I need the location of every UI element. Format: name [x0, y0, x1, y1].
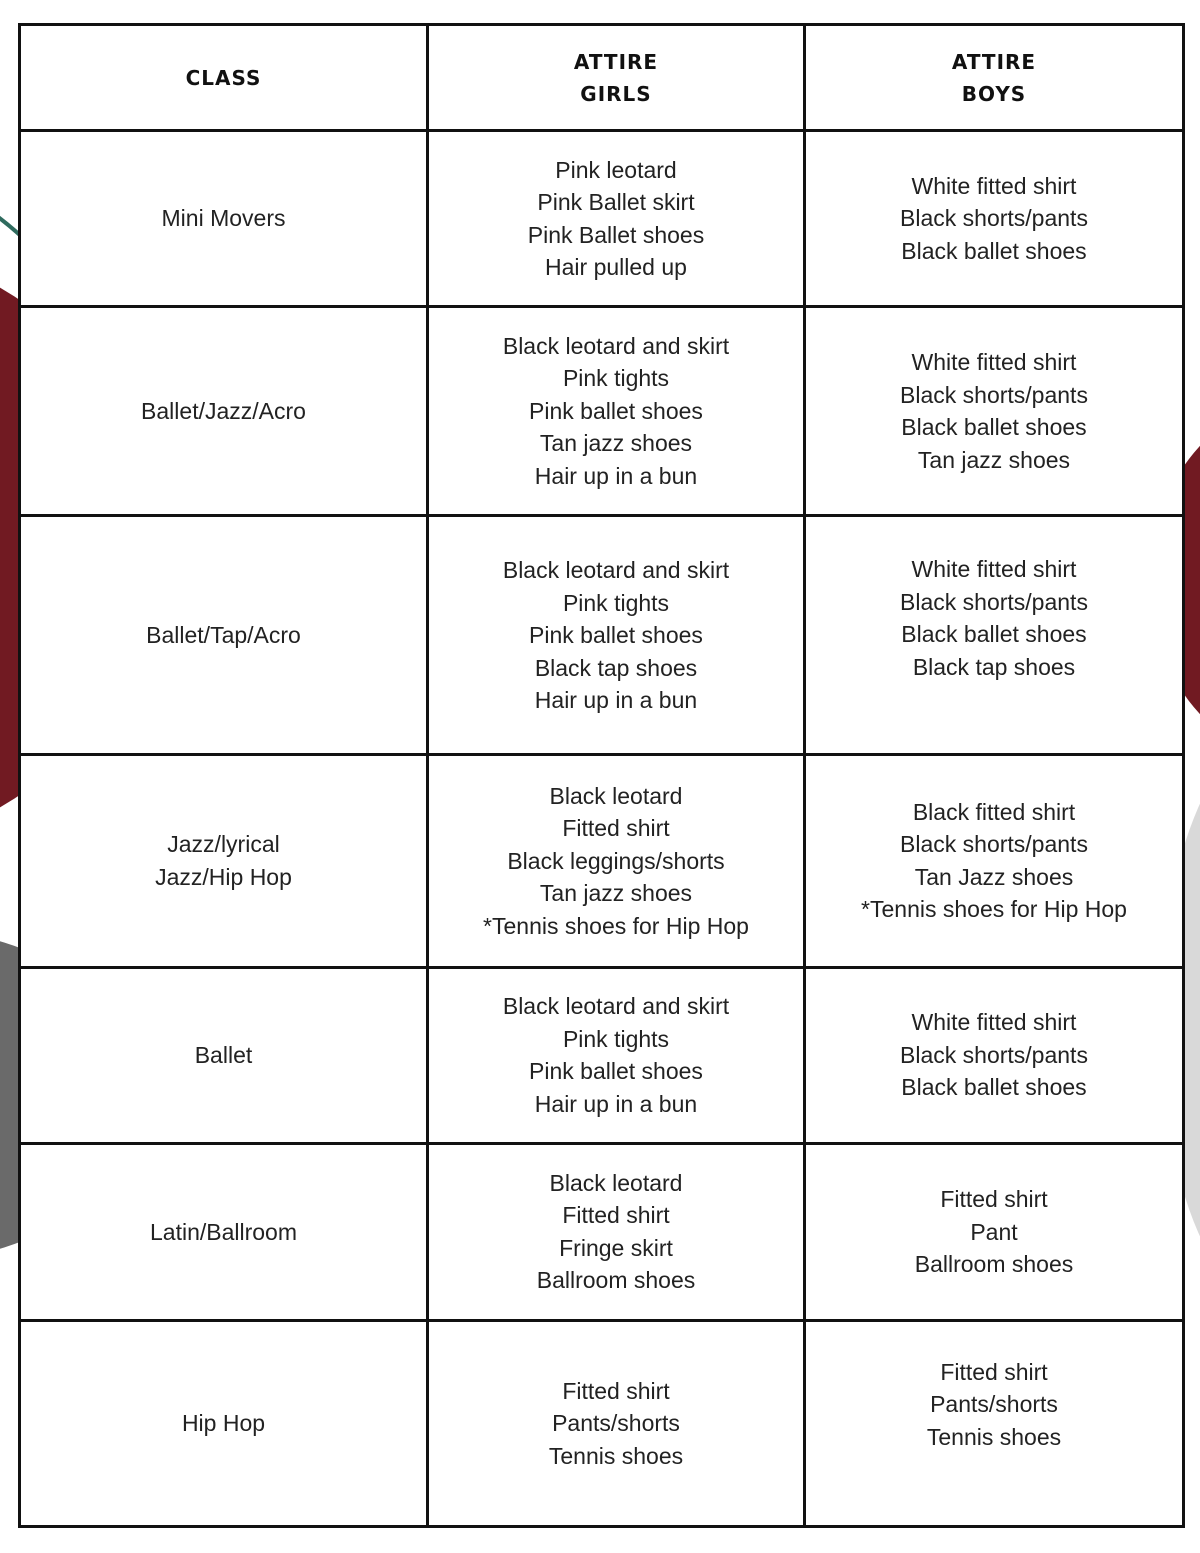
boys-attire-cell [805, 755, 1184, 967]
girls-attire-cell [428, 967, 805, 1143]
girls-attire-cell [428, 307, 805, 516]
girls-attire-cell [428, 131, 805, 307]
girls-item: Pink ballet shoes [529, 1058, 703, 1085]
table-row [20, 967, 1184, 1143]
boys-item: Black shorts/pants [900, 588, 1088, 615]
table-row [20, 1143, 1184, 1320]
boys-item: Black shorts/pants [900, 205, 1088, 232]
table-row [20, 131, 1184, 307]
boys-item: White fitted shirt [911, 556, 1077, 583]
boys-item: Black ballet shoes [901, 621, 1087, 648]
header-class [20, 25, 428, 131]
girls-item: Tan jazz shoes [539, 880, 693, 907]
girls-item: Pink tights [562, 365, 670, 392]
class-cell [20, 307, 428, 516]
boys-item: Black shorts/pants [900, 381, 1088, 408]
boys-item: Black shorts/pants [900, 1041, 1088, 1068]
girls-item: Pink tights [562, 1025, 670, 1052]
header-girls-line-1: ATTIRE [573, 49, 659, 74]
girls-item: Pink tights [562, 589, 670, 616]
boys-attire-cell [805, 967, 1184, 1143]
boys-item: Pant [970, 1218, 1018, 1245]
girls-item: Black tap shoes [534, 654, 698, 681]
table-row [20, 755, 1184, 967]
girls-item: Fringe skirt [559, 1234, 673, 1261]
class-name: Mini Movers [161, 205, 286, 232]
boys-item: Fitted shirt [940, 1186, 1048, 1212]
header-attire-girls [428, 25, 805, 131]
class-name: Hip Hop [181, 1410, 266, 1437]
header-girls-line-2: GIRLS [580, 81, 652, 106]
header-class-label: CLASS [185, 65, 262, 90]
boys-item: Black tap shoes [912, 653, 1076, 680]
class-name: Latin/Ballroom [149, 1218, 298, 1245]
girls-attire-cell [428, 516, 805, 755]
boys-attire-cell [805, 516, 1184, 755]
girls-item: Fitted shirt [562, 1202, 670, 1229]
boys-item: White fitted shirt [911, 349, 1077, 376]
girls-attire-cell [428, 755, 805, 967]
girls-item: Hair up in a bun [534, 1090, 698, 1117]
girls-item: Pink ballet shoes [529, 622, 703, 649]
class-cell [20, 755, 428, 967]
girls-item: Pants/shorts [552, 1410, 680, 1437]
boys-item: White fitted shirt [911, 172, 1077, 199]
table-row [20, 1320, 1184, 1526]
boys-attire-cell [805, 1320, 1184, 1526]
girls-item: Fitted shirt [562, 815, 670, 842]
boys-item: Black shorts/pants [900, 831, 1088, 858]
girls-item: Black leotard [549, 782, 683, 809]
girls-item: Fitted shirt [562, 1377, 670, 1404]
girls-item: Tennis shoes [548, 1442, 684, 1469]
class-cell [20, 1320, 428, 1526]
girls-item: Black leotard and skirt [502, 557, 730, 584]
class-name: Ballet/Jazz/Acro [141, 397, 306, 424]
attire-table [18, 23, 1185, 1528]
boys-item: Pants/shorts [930, 1391, 1058, 1418]
boys-item: Black fitted shirt [912, 798, 1076, 825]
class-name: Jazz/lyrical [167, 831, 280, 858]
girls-item: Hair up in a bun [534, 687, 698, 714]
girls-item: Hair up in a bun [534, 462, 698, 489]
header-boys-line-1: ATTIRE [951, 49, 1037, 74]
boys-item: Tennis shoes [926, 1423, 1062, 1450]
boys-item: *Tennis shoes for Hip Hop [861, 896, 1127, 923]
girls-item: Black leggings/shorts [507, 847, 725, 874]
class-cell [20, 967, 428, 1143]
girls-item: Pink ballet shoes [529, 397, 703, 424]
class-cell [20, 1143, 428, 1320]
boys-item: Fitted shirt [940, 1358, 1048, 1385]
boys-item: Tan jazz shoes [917, 446, 1071, 473]
class-cell [20, 516, 428, 755]
class-name: Jazz/Hip Hop [155, 863, 292, 890]
table-row [20, 307, 1184, 516]
girls-item: Tan jazz shoes [539, 430, 693, 457]
boys-attire-cell [805, 131, 1184, 307]
boys-item: Black ballet shoes [901, 414, 1087, 441]
girls-item: *Tennis shoes for Hip Hop [483, 912, 749, 939]
girls-item: Pink Ballet shoes [527, 221, 705, 248]
boys-item: Black ballet shoes [901, 237, 1087, 264]
girls-item: Pink Ballet skirt [537, 189, 695, 216]
girls-item: Pink leotard [555, 156, 677, 183]
header-boys-line-2: BOYS [961, 81, 1027, 106]
boys-item: Tan Jazz shoes [914, 863, 1074, 890]
girls-item: Black leotard [549, 1169, 683, 1196]
girls-item: Black leotard and skirt [502, 993, 730, 1020]
girls-item: Hair pulled up [545, 254, 687, 281]
class-cell [20, 131, 428, 307]
boys-item: Ballroom shoes [914, 1251, 1074, 1277]
header-attire-boys [805, 25, 1184, 131]
girls-attire-cell [428, 1143, 805, 1320]
class-name: Ballet [194, 1041, 253, 1068]
boys-attire-cell [805, 1143, 1184, 1320]
boys-item: Black ballet shoes [901, 1074, 1087, 1101]
header-row [20, 25, 1184, 131]
girls-item: Ballroom shoes [536, 1267, 696, 1294]
table-row [20, 516, 1184, 755]
girls-attire-cell [428, 1320, 805, 1526]
boys-item: White fitted shirt [911, 1009, 1077, 1036]
class-name: Ballet/Tap/Acro [146, 622, 301, 649]
girls-item: Black leotard and skirt [502, 332, 730, 359]
boys-attire-cell [805, 307, 1184, 516]
